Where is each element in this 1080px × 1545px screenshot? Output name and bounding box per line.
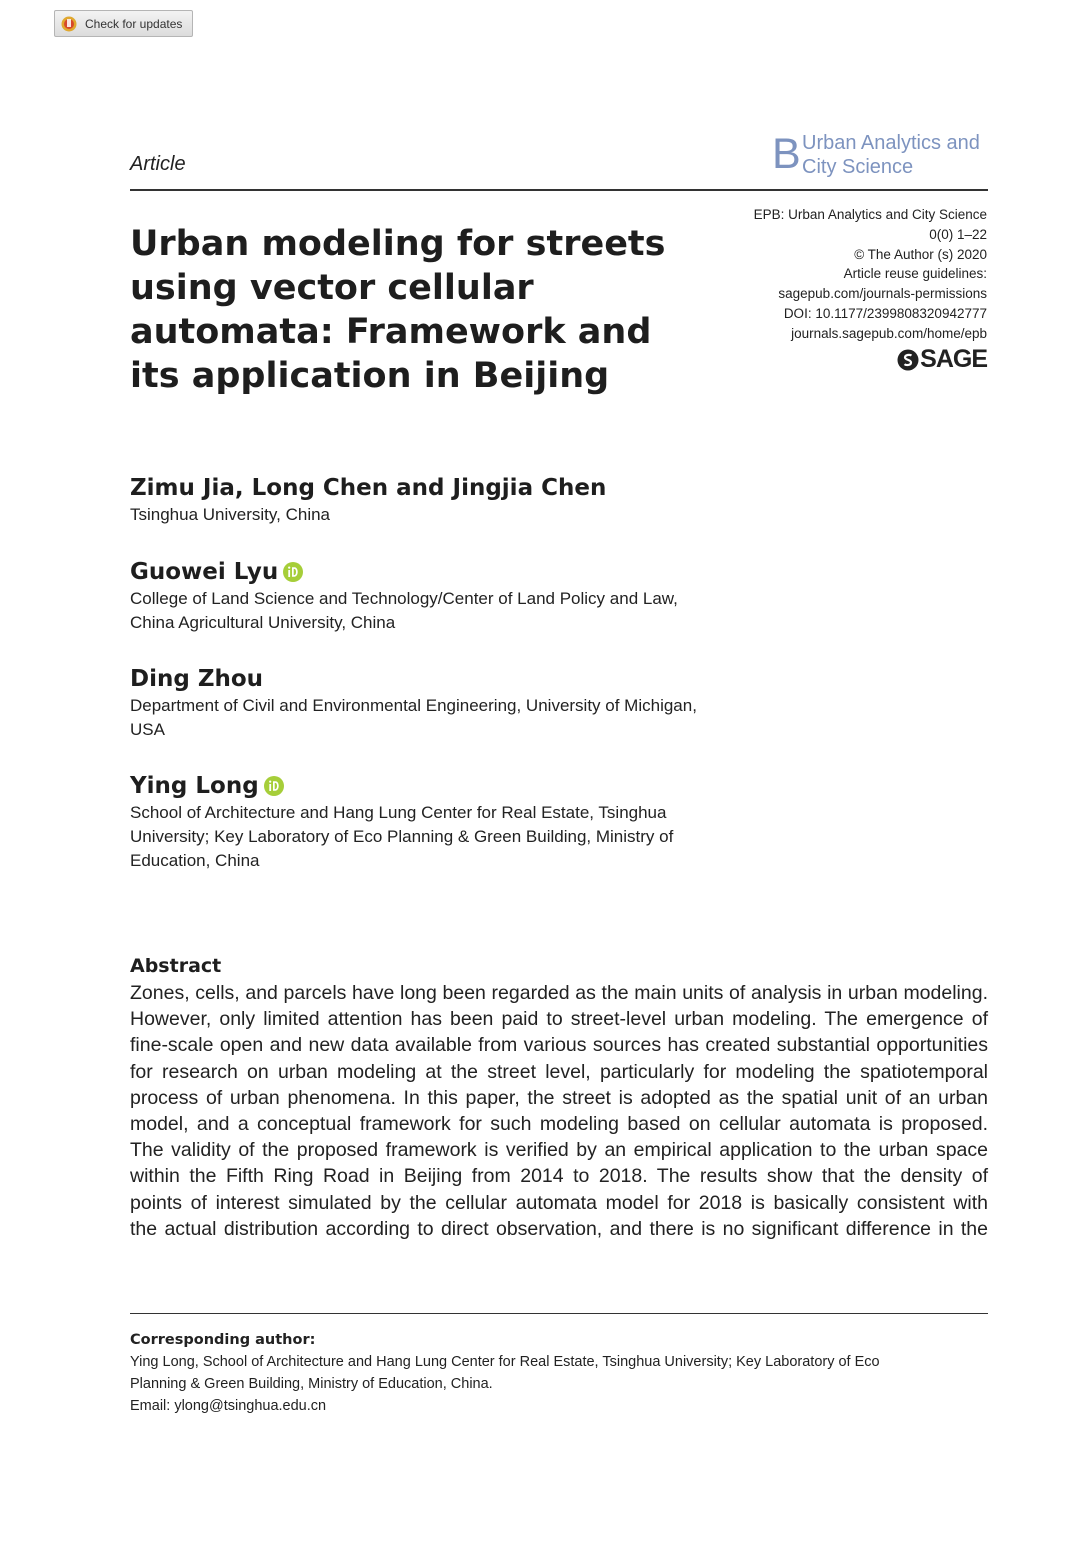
abstract-line: within the Fifth Ring Road in Beijing from 2014 to 2018. The results show that the density of — [130, 1165, 988, 1188]
check-for-updates-button[interactable] — [54, 10, 193, 37]
author-affiliation: Tsinghua University, China — [130, 505, 330, 524]
footnote-divider — [130, 1313, 988, 1314]
author-name: Guowei Lyu — [130, 557, 710, 587]
corresponding-author-note — [130, 1329, 988, 1417]
journal-logo-name — [802, 131, 980, 179]
abstract-heading: Abstract — [130, 955, 222, 977]
journal-name-line2: City Science — [802, 156, 914, 178]
meta-copyright: © The Author (s) 2020 — [854, 246, 987, 262]
author-name: Ding Zhou — [130, 666, 264, 692]
corresponding-author-heading: Corresponding author: — [130, 1332, 316, 1348]
abstract-line: for research on urban modeling at the street level, particularly for modeling the spatiotemporal — [130, 1060, 988, 1083]
journal-logo — [772, 130, 988, 180]
meta-reuse-label: Article reuse guidelines: — [843, 266, 987, 282]
abstract-line: model, and a conceptual framework for such modeling based on cellular automata is proposed. — [130, 1113, 988, 1136]
publication-metadata — [754, 205, 987, 344]
corresponding-author-email[interactable]: Email: ylong@tsinghua.edu.cn — [130, 1398, 327, 1414]
author-block — [130, 473, 710, 527]
abstract-line: process of urban phenomena. In this paper, the street is adopted as the spatial unit of an urban — [130, 1086, 988, 1109]
abstract-line: However, only limited attention has been paid to street-level urban modeling. The emergence of — [130, 1008, 988, 1031]
crossmark-icon — [61, 16, 77, 32]
author-name: Ying Long — [130, 771, 710, 801]
orcid-icon[interactable] — [283, 562, 303, 582]
abstract-line: fine-scale open and new data available from various sources has created substantial opportunities — [130, 1034, 988, 1057]
author-name: Zimu Jia, Long Chen and Jingjia Chen — [130, 475, 607, 501]
meta-journal-link[interactable]: journals.sagepub.com/home/epb — [791, 325, 987, 341]
author-affiliation: Department of Civil and Environmental Engineering, University of Michigan, USA — [130, 696, 697, 739]
author-affiliation: School of Architecture and Hang Lung Center for Real Estate, Tsinghua University; Key Laboratory of Eco Planning & Green Building, Ministry of Education, China — [130, 803, 674, 870]
corresponding-author-address-line1: Ying Long, School of Architecture and Hang Lung Center for Real Estate, Tsinghua University; Key Laboratory of Eco — [130, 1354, 880, 1370]
publisher-name: SAGE — [920, 345, 987, 373]
author-affiliation: College of Land Science and Technology/Center of Land Policy and Law, China Agricultural University, China — [130, 589, 678, 632]
corresponding-author-address-line2: Planning & Green Building, Ministry of Education, China. — [130, 1376, 493, 1392]
check-for-updates-label: Check for updates — [85, 16, 183, 31]
publisher-logo — [897, 345, 987, 374]
abstract-line: The validity of the proposed framework is verified by an empirical application to the urban space — [130, 1139, 988, 1162]
author-block — [130, 557, 710, 635]
meta-journal: EPB: Urban Analytics and City Science — [753, 207, 987, 222]
meta-permissions-link[interactable]: sagepub.com/journals-permissions — [778, 286, 987, 302]
author-block — [130, 664, 710, 742]
author-block — [130, 771, 710, 873]
sage-s-icon — [897, 349, 919, 371]
abstract-line: Zones, cells, and parcels have long been regarded as the main units of analysis in urban modeling. — [130, 982, 988, 1004]
journal-logo-letter: B — [772, 130, 801, 178]
abstract-text — [130, 980, 988, 1242]
abstract-line: the actual distribution according to direct observation, and there is no significant difference in the — [130, 1217, 988, 1240]
abstract-line: points of interest simulated by the cellular automata model for 2018 is basically consistent with — [130, 1191, 988, 1214]
paper-title: Urban modeling for streets using vector cellular automata: Framework and its application in Beijing — [130, 224, 666, 396]
journal-name-line1: Urban Analytics and — [802, 132, 980, 154]
header-divider — [130, 189, 988, 191]
article-type-label: Article — [130, 153, 186, 175]
meta-volume: 0(0) 1–22 — [929, 226, 987, 242]
orcid-icon[interactable] — [264, 776, 284, 796]
meta-doi[interactable]: DOI: 10.1177/2399808320942777 — [783, 305, 987, 321]
